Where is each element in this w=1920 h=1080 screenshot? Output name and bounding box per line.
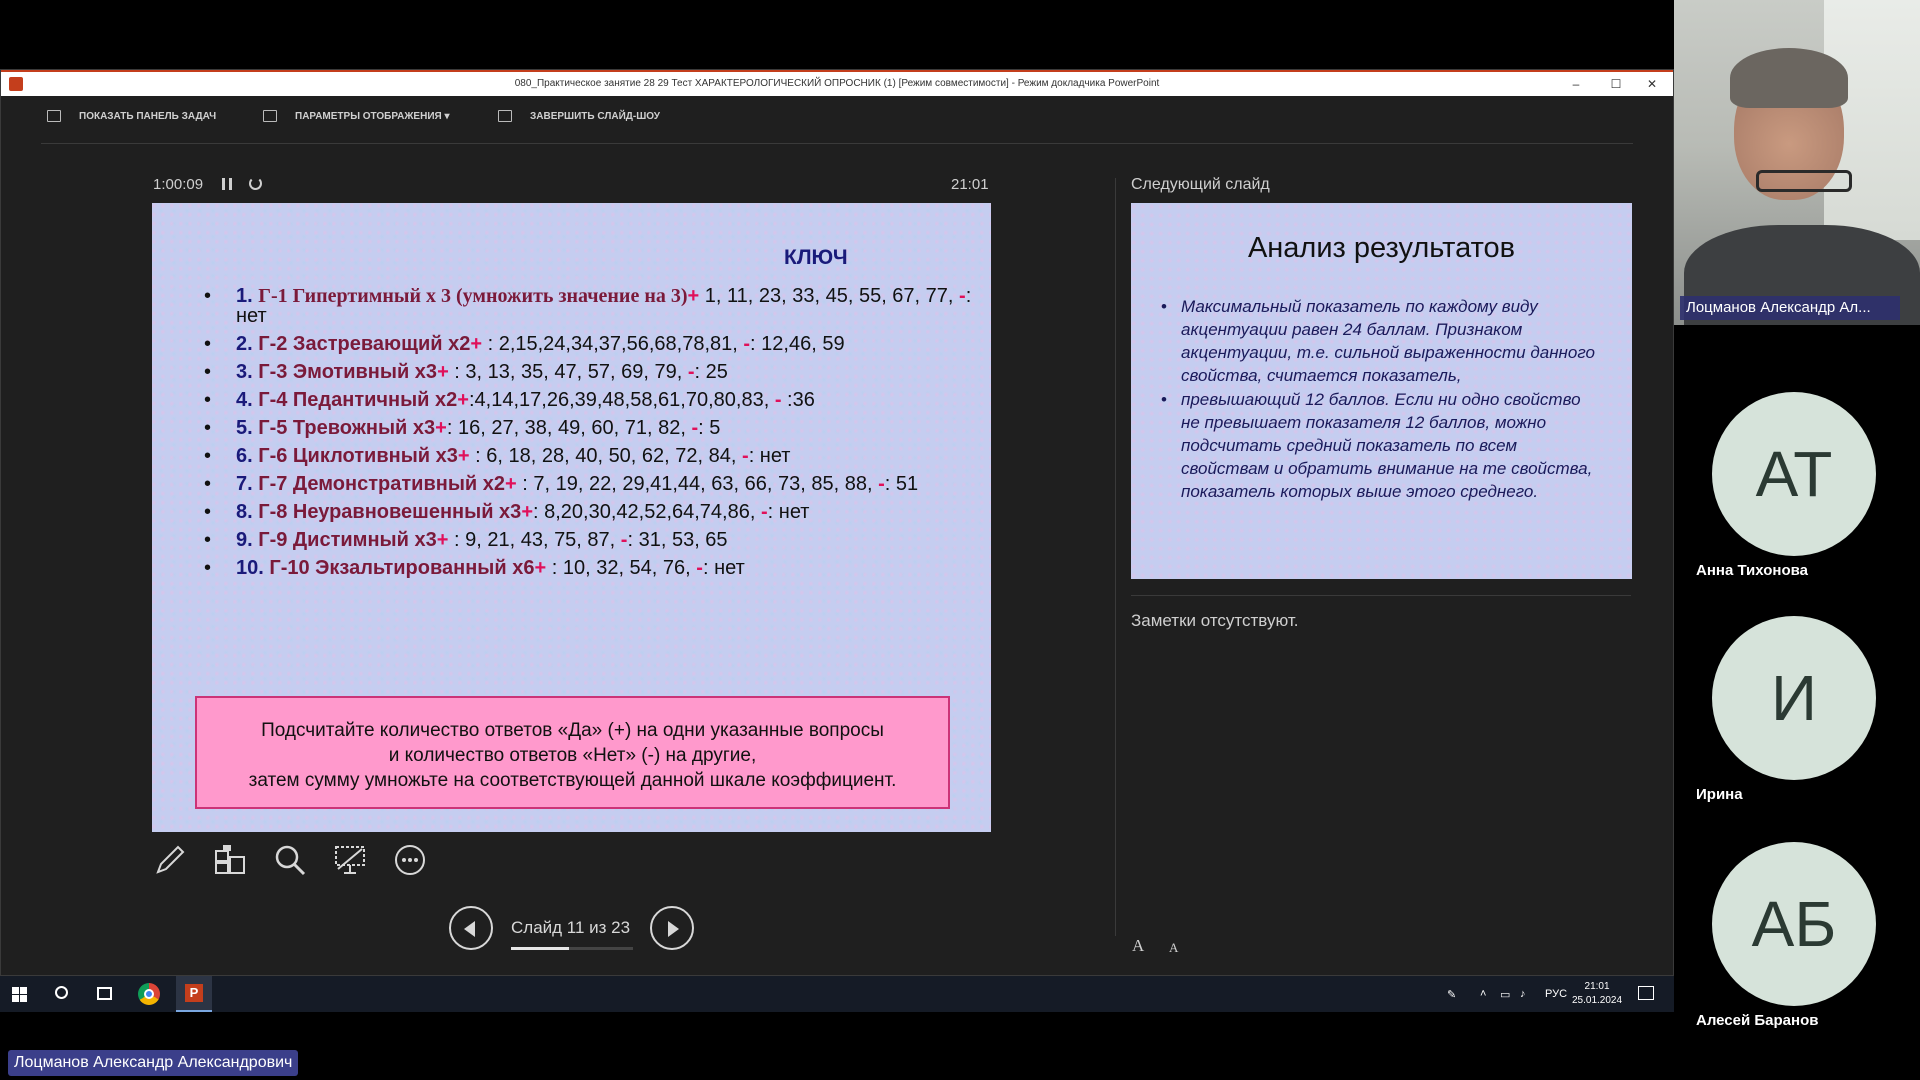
show-taskbar-label: ПОКАЗАТЬ ПАНЕЛЬ ЗАДАЧ: [79, 110, 217, 122]
minus-marker: -: [620, 529, 628, 551]
key-list: [204, 286, 974, 586]
taskbar-icon: [47, 110, 61, 122]
item-number: 8.: [236, 501, 253, 523]
no-questions: : 5: [698, 417, 721, 439]
end-show-icon: [498, 110, 512, 122]
instruction-callout: [195, 696, 950, 809]
no-questions: : 51: [884, 473, 919, 495]
title-bar: [1, 70, 1673, 96]
show-taskbar-button[interactable]: [47, 110, 216, 122]
scale-name: Г-4 Педантичный х2: [258, 389, 458, 411]
powerpoint-taskbar-icon[interactable]: [176, 976, 212, 1012]
minus-marker: -: [878, 473, 885, 495]
slide-navigation: [449, 906, 699, 956]
avatar: И: [1712, 616, 1876, 780]
participant-name: Анна Тихонова: [1696, 562, 1808, 579]
see-all-slides-icon[interactable]: [212, 842, 248, 878]
decrease-font-button[interactable]: A: [1169, 940, 1179, 955]
plus-marker: +: [435, 417, 447, 439]
yes-questions: :4,14,17,26,39,48,58,61,70,80,83,: [468, 389, 770, 411]
minus-marker: -: [743, 333, 751, 355]
item-number: 3.: [236, 361, 253, 383]
self-name-tag: Лоцманов Александр Александрович: [8, 1050, 298, 1076]
item-number: 4.: [236, 389, 253, 411]
slide-tools: [152, 842, 428, 878]
minus-marker: -: [774, 389, 782, 411]
search-icon[interactable]: [55, 986, 68, 999]
yes-questions: 1, 11, 23, 33, 45, 55, 67, 77,: [699, 285, 954, 307]
no-questions: : нет: [748, 445, 791, 467]
speaker-notes[interactable]: Заметки отсутствуют.: [1131, 611, 1299, 630]
no-questions: : 25: [694, 361, 728, 383]
end-slideshow-button[interactable]: [498, 110, 660, 122]
volume-icon[interactable]: ♪: [1520, 988, 1526, 1000]
taskbar-date: 25.01.2024: [1572, 995, 1623, 1006]
item-number: 7.: [236, 473, 253, 495]
item-number: 10.: [236, 557, 264, 579]
plus-marker: +: [521, 501, 533, 523]
scale-name: Г-5 Тревожный х3: [258, 417, 436, 439]
key-list-item: [204, 286, 974, 326]
windows-start-icon[interactable]: [12, 987, 27, 1002]
speaker-glasses: [1756, 170, 1852, 192]
slide-progress-fill: [511, 947, 569, 950]
yes-questions: : 7, 19, 22, 29,41,44, 63, 66, 73, 85, 88,: [516, 473, 873, 495]
item-number: 5.: [236, 417, 253, 439]
yes-questions: : 10, 32, 54, 76,: [546, 557, 691, 579]
callout-line: и количество ответов «Нет» (-) на другие,: [388, 745, 757, 766]
no-questions: : 31, 53, 65: [627, 529, 728, 551]
scale-name: Г-9 Дистимный х3: [258, 529, 437, 551]
plus-marker: +: [436, 529, 449, 551]
pane-divider[interactable]: [1115, 178, 1116, 936]
next-slide-label: Следующий слайд: [1131, 176, 1270, 193]
no-questions: : нет: [767, 501, 810, 523]
maximize-button[interactable]: ☐: [1610, 77, 1622, 91]
callout-line: затем сумму умножьте на соответствующей данной шкале коэффициент.: [248, 770, 897, 791]
participant-tile[interactable]: [1674, 392, 1920, 612]
no-questions: :36: [781, 389, 815, 411]
key-list-item: [204, 474, 974, 494]
key-list-item: [204, 530, 974, 550]
scale-name: Г-3 Эмотивный х3: [258, 361, 438, 383]
increase-font-button[interactable]: A: [1132, 936, 1145, 955]
pen-tray-icon[interactable]: ✎: [1447, 989, 1457, 1001]
scale-name: Г-8 Неуравновешенный х3: [258, 501, 522, 523]
yes-questions: : 16, 27, 38, 49, 60, 71, 82,: [446, 417, 686, 439]
end-slideshow-label: ЗАВЕРШИТЬ СЛАЙД-ШОУ: [530, 110, 661, 122]
pen-icon[interactable]: [152, 842, 188, 878]
key-list-item: [204, 390, 974, 410]
key-list-item: [204, 558, 974, 578]
pause-icon[interactable]: [222, 178, 232, 190]
notes-divider: [1131, 595, 1631, 596]
next-slide-title: Анализ результатов: [1247, 232, 1516, 264]
next-slide-bullet: • Максимальный показатель по каждому виду акцентуации равен 24 баллам. Признаком акцентуации, т.е. сильной выраженности данного свойства, считается показатель,: [1161, 295, 1601, 387]
plus-marker: +: [457, 445, 470, 467]
key-list-item: [204, 334, 974, 354]
plus-marker: +: [457, 389, 469, 411]
scale-name: Г-1 Гипертимный х 3 (умножить значение на 3): [258, 285, 688, 307]
minus-marker: -: [691, 417, 699, 439]
plus-marker: +: [687, 285, 700, 307]
scale-name: Г-10 Экзальтированный х6: [269, 557, 535, 579]
black-screen-icon[interactable]: [332, 842, 368, 878]
speaker-video-tile[interactable]: [1674, 0, 1920, 325]
chevron-up-icon[interactable]: ˄: [1480, 988, 1487, 1000]
speaker-hair: [1730, 48, 1848, 108]
next-slide-bullet: • превышающий 12 баллов. Если ни одно свойство не превышает показателя 12 баллов, можно подсчитать средний показатель по всем свойствам и обратить внимание на те свойства, показатель которых выше этого среднего.: [1161, 388, 1601, 503]
next-slide-preview[interactable]: [1131, 203, 1632, 579]
reset-timer-icon[interactable]: [249, 177, 262, 190]
scale-name: Г-7 Демонстративный х2: [258, 473, 506, 495]
minus-marker: -: [760, 501, 768, 523]
item-number: 2.: [236, 333, 253, 355]
no-questions: : нет: [702, 557, 745, 579]
presenter-toolbar: [1, 96, 1673, 136]
avatar: АБ: [1712, 842, 1876, 1006]
minus-marker: -: [959, 285, 966, 307]
chrome-icon[interactable]: [138, 983, 160, 1005]
plus-marker: +: [437, 361, 449, 383]
participant-tile[interactable]: [1674, 616, 1920, 836]
current-slide[interactable]: [152, 203, 991, 832]
slide-counter[interactable]: Слайд 11 из 23: [511, 918, 631, 937]
next-slide-button[interactable]: [650, 906, 694, 950]
callout-line: Подсчитайте количество ответов «Да» (+) на одни указанные вопросы: [261, 720, 884, 741]
item-number: 9.: [236, 529, 253, 551]
windows-taskbar: [0, 976, 1674, 1012]
next-slide-bullets: [1161, 295, 1601, 504]
no-questions: : 12,46, 59: [750, 333, 845, 355]
network-icon[interactable]: ▭: [1500, 989, 1511, 1001]
key-list-item: [204, 362, 974, 382]
slide-heading: КЛЮЧ: [784, 246, 848, 269]
participant-name: Ирина: [1696, 786, 1743, 803]
close-button[interactable]: ✕: [1646, 77, 1658, 91]
display-settings-label: ПАРАМЕТРЫ ОТОБРАЖЕНИЯ ▾: [295, 110, 450, 122]
task-view-icon[interactable]: [97, 987, 112, 1000]
scale-name: Г-2 Застревающий х2: [258, 333, 471, 355]
minimize-button[interactable]: –: [1572, 77, 1580, 91]
key-list-item: [204, 418, 974, 438]
participant-name: Алесей Баранов: [1696, 1012, 1819, 1029]
minus-marker: -: [696, 557, 703, 579]
language-indicator[interactable]: РУС: [1545, 988, 1568, 1000]
elapsed-timer: 1:00:09: [153, 176, 204, 193]
display-icon: [263, 110, 277, 122]
yes-questions: : 6, 18, 28, 40, 50, 62, 72, 84,: [469, 445, 737, 467]
participant-tile[interactable]: [1674, 842, 1920, 1062]
yes-questions: : 3, 13, 35, 47, 57, 69, 79,: [448, 361, 683, 383]
key-list-item: [204, 502, 974, 522]
more-options-icon[interactable]: [392, 842, 428, 878]
display-settings-button[interactable]: [263, 110, 450, 122]
no-questions: : нет: [236, 285, 972, 327]
avatar: АТ: [1712, 392, 1876, 556]
current-time: 21:01: [951, 176, 989, 193]
yes-questions: : 8,20,30,42,52,64,74,86,: [533, 501, 756, 523]
yes-questions: : 9, 21, 43, 75, 87,: [448, 529, 616, 551]
scale-name: Г-6 Циклотивный х3: [258, 445, 458, 467]
minus-marker: -: [687, 361, 695, 383]
plus-marker: +: [534, 557, 547, 579]
previous-slide-button[interactable]: [449, 906, 493, 950]
yes-questions: : 2,15,24,34,37,56,68,78,81,: [482, 333, 738, 355]
slide-progress-bar: [511, 947, 633, 950]
powerpoint-presenter-window: [0, 69, 1674, 976]
item-number: 1.: [236, 285, 253, 307]
window-title: 080_Практическое занятие 28 29 Тест ХАРАКТЕРОЛОГИЧЕСКИЙ ОПРОСНИК (1) [Режим совместимости] - Режим докладчика PowerPoint: [514, 78, 1160, 89]
taskbar-clock[interactable]: [1572, 980, 1622, 1008]
key-list-item: [204, 446, 974, 466]
taskbar-time: 21:01: [1584, 981, 1610, 992]
zoom-icon[interactable]: [272, 842, 308, 878]
notification-icon[interactable]: [1638, 986, 1654, 1000]
plus-marker: +: [505, 473, 517, 495]
minus-marker: -: [742, 445, 749, 467]
plus-marker: +: [470, 333, 483, 355]
item-number: 6.: [236, 445, 253, 467]
toolbar-divider: [41, 143, 1633, 144]
speaker-name-label: Лоцманов Александр Ал...: [1680, 296, 1900, 320]
